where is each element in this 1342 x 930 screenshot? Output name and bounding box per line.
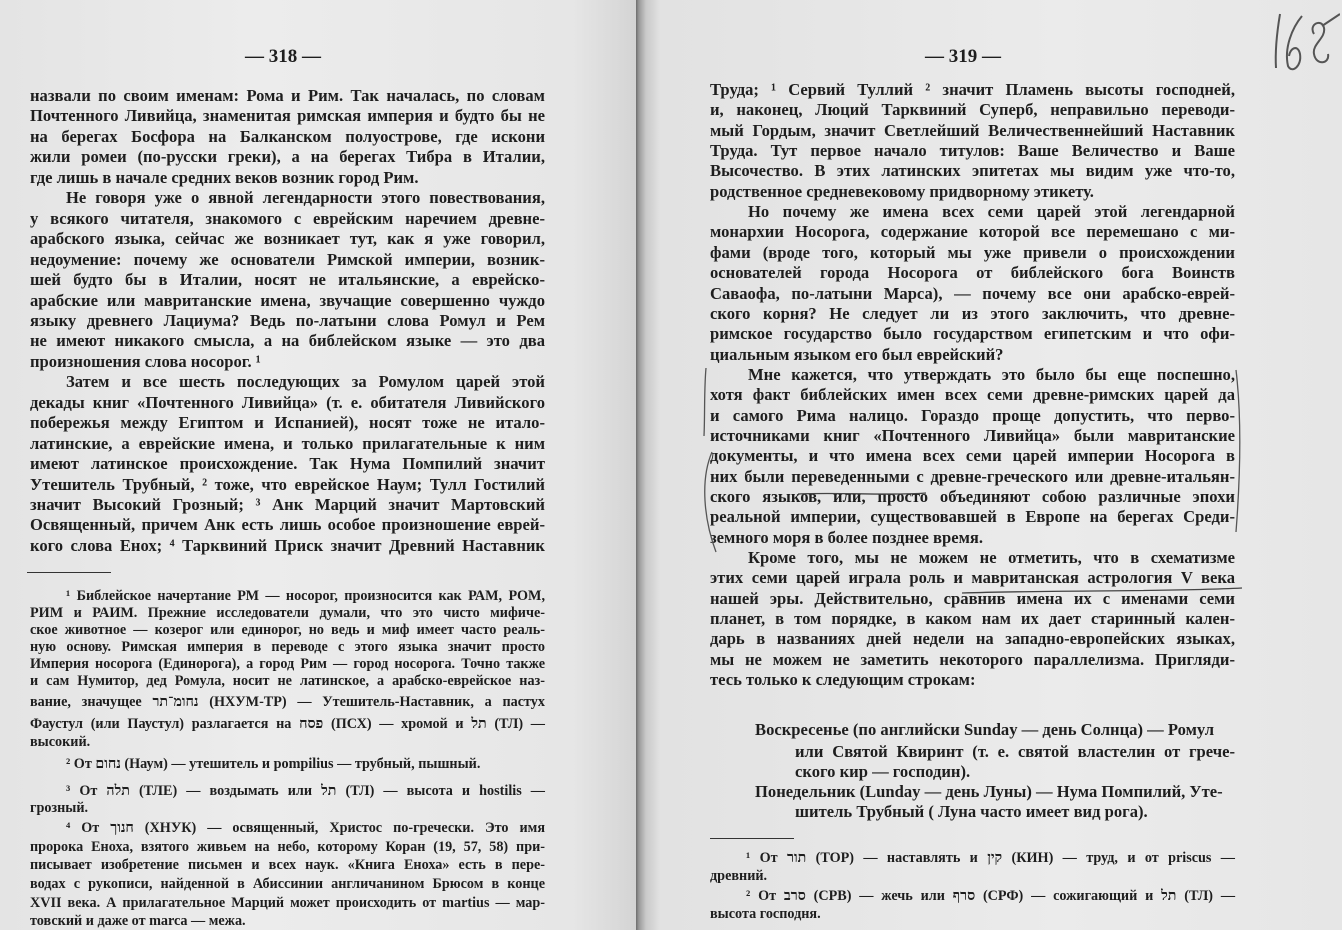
footnote-line: ² От סרב (СРВ) — жечь или סרף (СРФ) — сожигающий и תל (ТЛ) —: [746, 888, 1236, 904]
text-line: мы не можем не заметить некоторого параллелизма. Пригляди-: [710, 649, 1235, 669]
text-line: Утешитель Трубный, ² тоже, что еврейское Наум; Тулл Гостилий: [30, 474, 545, 494]
text-line: дарь в названиях дней недели на западно-европейских языках,: [710, 629, 1235, 649]
footnote-line: ¹ От תור (ТОР) — наставлять и קין (КИН) — труд, и от priscus —: [746, 850, 1235, 866]
footnote-line: пророка Еноха, взятого живьем на небо, которому Коран (19, 57, 58) при-: [30, 839, 545, 855]
left-page: [0, 0, 636, 930]
text-line: источниками книг «Почтенного Ливийца» были мавританские: [710, 425, 1235, 445]
text-line: Мне кажется, что утверждать это было бы еще поспешно,: [748, 364, 1235, 384]
text-line: арабского языка, сейчас же возникает тут, как я уже говорил,: [30, 229, 545, 249]
text-line: Кроме того, мы не можем не отметить, что в схематизме: [748, 548, 1235, 568]
text-line: ского корня? Не следует ли из этого заключить, что древне-: [710, 303, 1235, 323]
text-line: фами (вроде того, который мы уже привели о происхождении: [710, 242, 1235, 262]
text-line: арабские или мавританские имена, звучащие совершенно чуждо: [30, 290, 545, 310]
footnote-line: Фаустул (или Паустул) разлагается на פסח (ПСХ) — хромой и תל (ТЛ) —: [30, 716, 545, 732]
text-line: Высочество. В этих латинских эпитетах мы видим уже что-то,: [710, 161, 1235, 181]
footnote-line: высота господня.: [710, 906, 821, 922]
right-page: [636, 0, 1342, 930]
text-line: них были переведенными с древне-греческого или древне-итальян-: [710, 466, 1235, 486]
text-line: и самого Рима налицо. Гораздо проще допустить, что перво-: [710, 405, 1235, 425]
text-line: на берегах Босфора на Балканском полуострове, где искони: [30, 126, 545, 146]
footnote-divider: [27, 572, 111, 573]
text-line: не имеют никакого смысла, а на библейском языке — это два: [30, 331, 545, 351]
text-line: римское государство было государством египетским и что офи-: [710, 324, 1235, 344]
text-line: назвали по своим именам: Рома и Рим. Так началась, по словам: [30, 86, 545, 105]
footnote-line: ское животное — козерог или единорог, но ведь и миф имеет часто реаль-: [30, 622, 545, 638]
text-line: Труда. Тут первое начало титулов: Ваше Величество и Ваше: [710, 141, 1235, 161]
text-line: реальной империи, существовавшей в Европе на берегах Среди-: [710, 507, 1235, 527]
text-line: Воскресенье (по английски Sunday — день Солнца) — Ромул: [755, 720, 1215, 739]
footnote-line: высокий.: [30, 734, 91, 750]
text-line: циальным языком его был еврейский?: [710, 344, 1004, 364]
text-line: Почтенного Ливийца, знаменитая римская империя и будто бы не: [30, 106, 545, 126]
handwritten-page-number: [1262, 4, 1340, 74]
text-line: латинские, а еврейские имена, и только прилагательные к ним: [30, 433, 545, 453]
footnote-line: ¹ Библейское начертание РМ — носорог, произносится как РАМ, РОМ,: [66, 588, 545, 604]
page-number: — 318 —: [245, 46, 321, 67]
text-line: где лишь в начале средних веков возник город Рим.: [30, 167, 419, 187]
text-line: побережья между Египтом и Испанией), носят тоже не итало-: [30, 413, 545, 433]
text-line: декады книг «Почтенного Ливийца» (т. е. обитателя Ливийского: [30, 392, 545, 412]
text-line: языку древнего Лациума? Ведь по-латыни слова Ромул и Рем: [30, 310, 545, 330]
text-line: монархии Носорога, содержание которой все перемешано с ми-: [710, 222, 1235, 242]
text-line: шей будто бы в Италии, носят не итальянские, а еврейско-: [30, 270, 545, 290]
text-line: ского кир — господин).: [795, 762, 971, 781]
page-number: — 319 —: [925, 46, 1001, 67]
footnote-line: и сам Нумитор, дед Ромула, носит не латинское, а арабско-еврейское наз-: [30, 673, 545, 689]
footnote-line: ную основу. Римская империя в переводе с этого языка значит просто: [30, 639, 545, 655]
text-line: тесь только к следующим строкам:: [710, 670, 976, 690]
text-line: у всякого читателя, знакомого с еврейским наречием древне-: [30, 208, 545, 228]
text-line: мый Гордым, значит Светлейший Величественнейший Наставник: [710, 120, 1235, 140]
text-line: Не говоря уже о явной легендарности этого повествования,: [66, 188, 545, 208]
text-line: родственное средневековому придворному этикету.: [710, 181, 1094, 201]
text-line: планет, в том порядке, в каком нам их дает старинный кален-: [710, 609, 1235, 629]
text-line: шитель Трубный ( Луна часто имеет вид рога).: [795, 802, 1148, 821]
text-line: значит Высокий Грозный; ³ Анк Марций значит Мартовский: [30, 495, 545, 514]
text-line: Саваофа, по-латыни Марса), — почему все они арабско-еврей-: [710, 283, 1235, 303]
text-line: или Святой Квиринт (т. е. святой властелин от грече-: [795, 742, 1235, 761]
text-line: Труда; ¹ Сервий Туллий ² значит Пламень высоты господней,: [710, 80, 1235, 99]
footnote-line: XVII века. А прилагательное Марций может происходить от martius — мар-: [30, 895, 545, 911]
footnote-line: водах с рукописи, найденной в Абиссинии англичанином Брюсом в конце: [30, 876, 545, 892]
text-line: недоумение: почему же основатели Римской империи, возник-: [30, 249, 545, 269]
text-line: кого слова Енох; ⁴ Тарквиний Приск значит Древний Наставник: [30, 535, 545, 555]
footnote-line: древний.: [710, 868, 768, 884]
text-line: нашей эры. Действительно, сравнив имена их с именами семи: [710, 588, 1235, 608]
text-line: основателей города Носорога от библейского бога Воинств: [710, 263, 1235, 283]
footnote-line: грозный.: [30, 800, 89, 816]
text-line: и, наконец, Люций Тарквиний Суперб, неправильно переводи-: [710, 100, 1235, 120]
footnote-line: вание, значущее נחומ־תר (НХУМ-ТР) — Утешитель-Наставник, а пастух: [30, 694, 545, 710]
footnote-line: товский и даже от marca — межа.: [30, 913, 246, 929]
text-line: этих семи царей играла роль и мавританская астрология V века: [710, 568, 1235, 588]
text-line: Освященный, причем Анк есть лишь особое произношение еврей-: [30, 515, 545, 535]
footnote-divider: [710, 838, 794, 839]
footnote-line: РИМ и РАИМ. Прежние исследователи думали, что это чисто мифиче-: [30, 605, 545, 621]
text-line: ского языков, или, просто объединяют собою различные эпохи: [710, 487, 1235, 506]
text-line: имеют латинское происхождение. Так Нума Помпилий значит: [30, 454, 545, 474]
text-line: жили ромеи (по-русски греки), а на берегах Тибра в Италии,: [30, 147, 545, 167]
text-line: Затем и все шесть последующих за Ромулом царей этой: [66, 372, 545, 392]
footnote-line: ³ От תלה (ТЛЕ) — воздымать или תל (ТЛ) — высота и hostilis —: [66, 783, 545, 799]
footnote-line: писывает изобретение письмен и всех наук. «Книга Еноха» есть в пере-: [30, 857, 545, 873]
text-line: хотя факт библейских имен всех семи древне-римских царей да: [710, 385, 1235, 405]
footnote-line: ⁴ От חנוך (ХНУК) — освященный, Христос по-гречески. Это имя: [66, 820, 545, 836]
text-line: документы, и что имена всех семи царей империи Носорога в: [710, 446, 1235, 466]
footnote-line: ² От נחום (Наум) — утешитель и pompilius — трубный, пышный.: [66, 756, 481, 772]
text-line: произношения слова носорог. ¹: [30, 351, 261, 371]
footnote-line: Империя носорога (Единорога), а город Рим — город носорога. Точно также: [30, 656, 545, 672]
text-line: Понедельник (Lunday — день Луны) — Нума Помпилий, Уте-: [755, 782, 1223, 801]
text-line: земного моря в более позднее время.: [710, 527, 983, 547]
text-line: Но почему же имена всех семи царей этой легендарной: [748, 202, 1235, 222]
